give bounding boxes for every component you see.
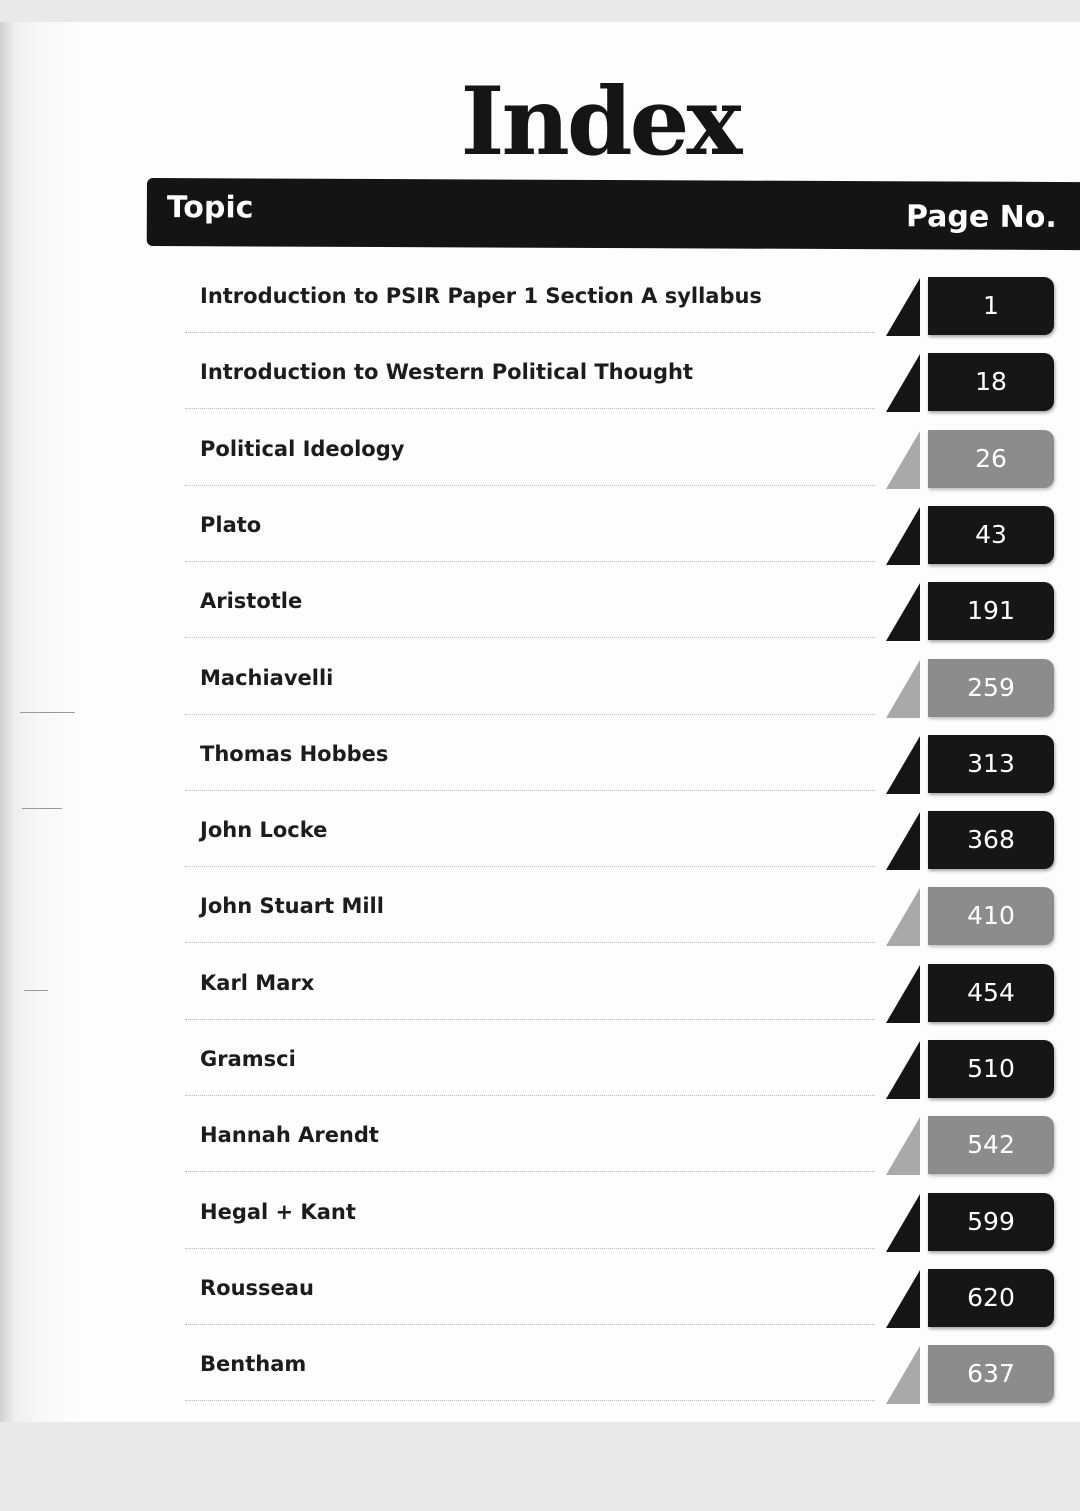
index-entry: [0, 967, 1080, 1043]
tab-triangle-decoration: [886, 354, 920, 412]
entry-divider: [185, 942, 875, 943]
index-entry: [0, 1196, 1080, 1272]
index-entry: [0, 433, 1080, 509]
entry-divider: [185, 1248, 875, 1249]
entry-topic: John Stuart Mill: [200, 894, 384, 919]
index-entry: [0, 662, 1080, 738]
index-entry: [0, 1043, 1080, 1119]
index-entry: [0, 356, 1080, 432]
page-number-column-heading: Page No.: [905, 199, 1057, 235]
entry-page-number: 368: [928, 811, 1054, 869]
tab-triangle-decoration: [886, 507, 920, 565]
index-entry: [0, 1119, 1080, 1195]
tab-triangle-decoration: [886, 1117, 920, 1175]
entry-topic: Thomas Hobbes: [200, 741, 389, 766]
tab-triangle-decoration: [886, 812, 920, 870]
entry-divider: [185, 714, 875, 715]
entry-page-number: 26: [928, 430, 1054, 488]
entry-page-number: 542: [928, 1116, 1054, 1174]
entry-page-number: 454: [928, 964, 1054, 1022]
entry-divider: [185, 561, 875, 562]
entry-page-number: 510: [928, 1040, 1054, 1098]
page-title: Index: [460, 67, 740, 177]
index-entry: [0, 585, 1080, 661]
entry-topic: Plato: [200, 512, 262, 537]
tab-triangle-decoration: [886, 431, 920, 489]
entry-page-number: 18: [928, 353, 1054, 411]
index-entry: [0, 280, 1080, 356]
entry-page-number: 637: [928, 1345, 1054, 1403]
index-entries: [0, 22, 1080, 1422]
entry-page-number: 599: [928, 1193, 1054, 1251]
entry-topic: Introduction to Western Political Thought: [200, 360, 694, 385]
tab-triangle-decoration: [886, 888, 920, 946]
index-entry: [0, 1348, 1080, 1422]
entry-divider: [185, 1019, 875, 1020]
tab-triangle-decoration: [886, 1194, 920, 1252]
entry-divider: [185, 637, 875, 638]
entry-topic: Aristotle: [200, 589, 303, 614]
entry-page-number: 191: [928, 582, 1054, 640]
entry-divider: [185, 332, 875, 333]
index-entry: [0, 890, 1080, 966]
entry-divider: [185, 790, 875, 791]
entry-page-number: 620: [928, 1269, 1054, 1327]
entry-divider: [185, 1095, 875, 1096]
entry-divider: [185, 1324, 875, 1325]
entry-divider: [185, 485, 875, 486]
index-entry: [0, 738, 1080, 814]
entry-topic: Political Ideology: [200, 436, 405, 461]
entry-topic: John Locke: [200, 818, 328, 843]
entry-divider: [185, 866, 875, 867]
index-page: [0, 22, 1080, 1422]
tab-triangle-decoration: [886, 583, 920, 641]
entry-topic: Karl Marx: [200, 970, 315, 995]
entry-page-number: 1: [928, 277, 1054, 335]
tab-triangle-decoration: [886, 1041, 920, 1099]
tab-triangle-decoration: [886, 1346, 920, 1404]
entry-page-number: 313: [928, 735, 1054, 793]
entry-divider: [185, 1171, 875, 1172]
entry-divider: [185, 408, 875, 409]
index-entry: [0, 509, 1080, 585]
entry-page-number: 43: [928, 506, 1054, 564]
entry-topic: Rousseau: [200, 1275, 314, 1300]
tab-triangle-decoration: [886, 660, 920, 718]
entry-page-number: 259: [928, 659, 1054, 717]
entry-topic: Bentham: [200, 1352, 307, 1377]
tab-triangle-decoration: [886, 1270, 920, 1328]
index-entry: [0, 1272, 1080, 1348]
tab-triangle-decoration: [886, 736, 920, 794]
entry-topic: Hegal + Kant: [200, 1199, 356, 1224]
index-entry: [0, 814, 1080, 890]
entry-divider: [185, 1400, 875, 1401]
entry-topic: Introduction to PSIR Paper 1 Section A syllabus: [200, 284, 762, 308]
topic-column-heading: Topic: [166, 190, 254, 226]
tab-triangle-decoration: [886, 278, 920, 336]
tab-triangle-decoration: [886, 965, 920, 1023]
entry-topic: Machiavelli: [200, 665, 334, 690]
entry-topic: Gramsci: [200, 1047, 296, 1071]
entry-topic: Hannah Arendt: [200, 1123, 379, 1148]
entry-page-number: 410: [928, 887, 1054, 945]
